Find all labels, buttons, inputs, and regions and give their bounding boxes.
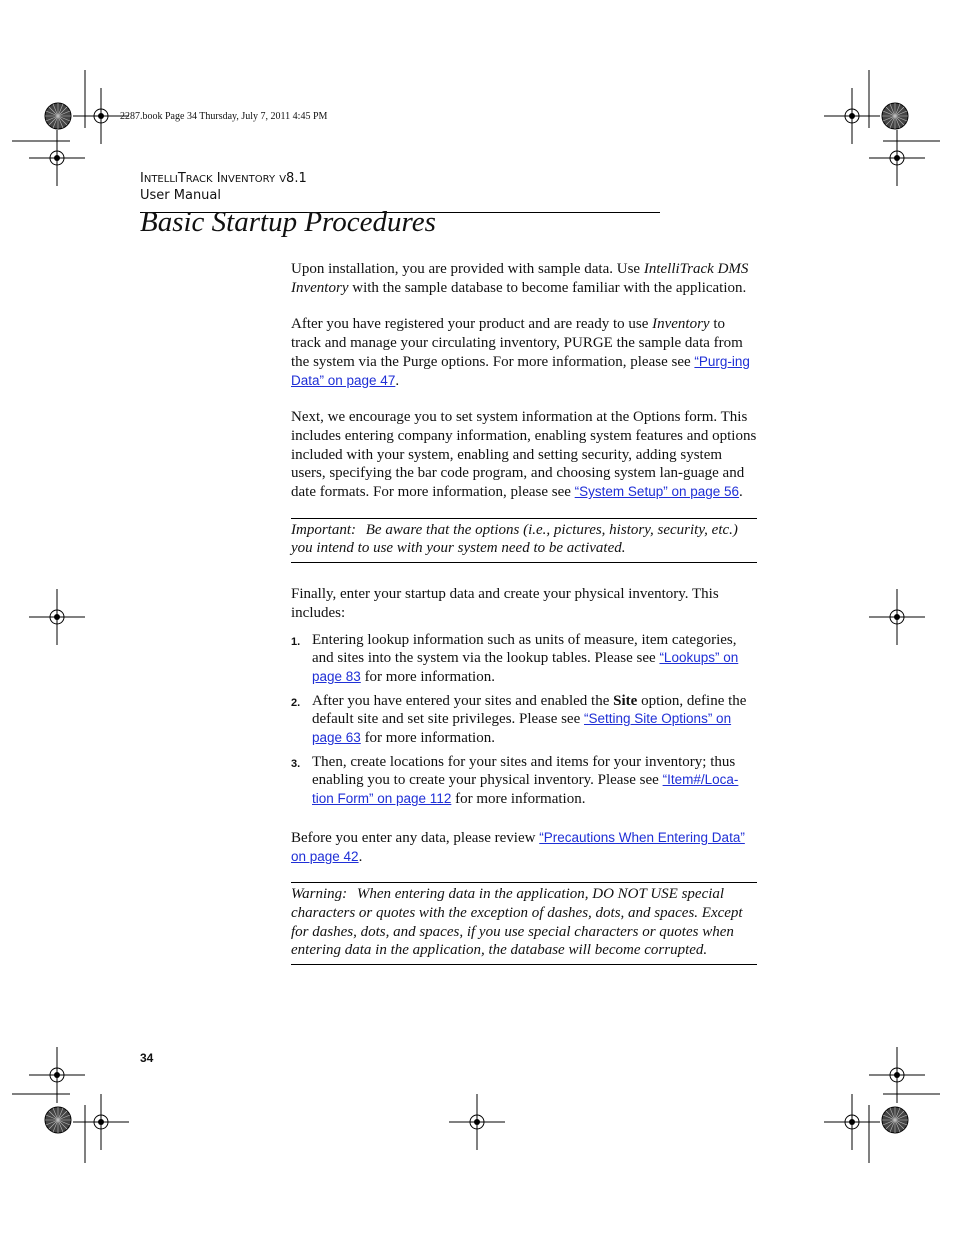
registration-mark-icon	[824, 88, 880, 144]
paragraph-options: Next, we encourage you to set system information at the Options form. This includes entering company information, enabling system features and options included with your system, enabling and setting security, adding system users, specifying the bar code program, and choosing system lan-guage and date formats. For more information, please see “System Setup” on page 56.	[291, 409, 757, 501]
list-item: 3. Then, create locations for your sites and items for your inventory; thus enabling you to create your physical inventory. Please see “Item#/Loca-tion Form” on page 112 for more information.	[291, 753, 739, 808]
starburst-mark-icon	[45, 103, 71, 129]
warning-note: Warning: When entering data in the application, DO NOT USE special characters or quotes with the exception of dashes, dots, and spaces. Except for dashes, dots, and spaces, if you use special characters or quotes when entering data in the application, the database will become corrupted.	[291, 882, 757, 965]
link-system-setup[interactable]: “System Setup” on page 56	[574, 484, 740, 500]
list-item: 1. Entering lookup information such as units of measure, item categories, and sites into the system via the lookup tables. Please see “Lookups” on page 83 for more information.	[291, 631, 739, 685]
running-header-subtitle: User Manual	[140, 188, 222, 203]
link-setting-site-options[interactable]: “Setting Site Options” on page 63	[312, 711, 732, 746]
paragraph-purge: After you have registered your product and are ready to use Inventory to track and manage your circulating inventory, PURGE the sample data from the system via the Purge options. For more information, please see “Purg-ing Data” on page 47.	[291, 316, 750, 389]
paragraph-finally: Finally, enter your startup data and create your physical inventory. This includes:	[291, 586, 719, 621]
running-header-title: INTELLITRACK INVENTORY V8.1	[140, 171, 307, 186]
starburst-mark-icon	[882, 1107, 908, 1133]
registration-mark-icon	[73, 1094, 129, 1150]
body-text	[291, 260, 757, 965]
paragraph-precautions: Before you enter any data, please review “Precautions When Entering Data” on page 42.	[291, 829, 745, 865]
registration-mark-icon	[29, 589, 85, 645]
paragraph-intro: Upon installation, you are provided with sample data. Use IntelliTrack DMS Inventory with the sample database to become familiar with the application.	[291, 261, 749, 296]
registration-mark-icon	[29, 1047, 85, 1103]
link-item-location-form[interactable]: “Item#/Loca-tion Form” on page 112	[312, 772, 739, 807]
link-precautions[interactable]: “Precautions When Entering Data” on page 42	[291, 829, 745, 864]
registration-mark-icon	[824, 1094, 880, 1150]
registration-mark-icon	[869, 1047, 925, 1103]
link-lookups[interactable]: “Lookups” on page 83	[312, 650, 739, 684]
registration-mark-icon	[869, 589, 925, 645]
registration-mark-icon	[449, 1094, 505, 1150]
important-note: Important: Be aware that the options (i.e., pictures, history, security, etc.) you intend to use with your system need to be activated.	[291, 518, 757, 563]
starburst-mark-icon	[882, 103, 908, 129]
registration-mark-icon	[29, 130, 85, 186]
print-stamp: 2287.book Page 34 Thursday, July 7, 2011 4:45 PM	[120, 111, 328, 122]
steps-list	[291, 631, 757, 809]
list-item: 2. After you have entered your sites and enabled the Site option, define the default site and set site privileges. Please see “Setting Site Options” on page 63 for more information.	[291, 692, 747, 747]
starburst-mark-icon	[45, 1107, 71, 1133]
link-purging-data[interactable]: “Purg-ing Data” on page 47	[291, 353, 750, 388]
registration-mark-icon	[869, 130, 925, 186]
page-number: 34	[140, 1051, 154, 1065]
page-title: Basic Startup Procedures	[140, 206, 436, 238]
